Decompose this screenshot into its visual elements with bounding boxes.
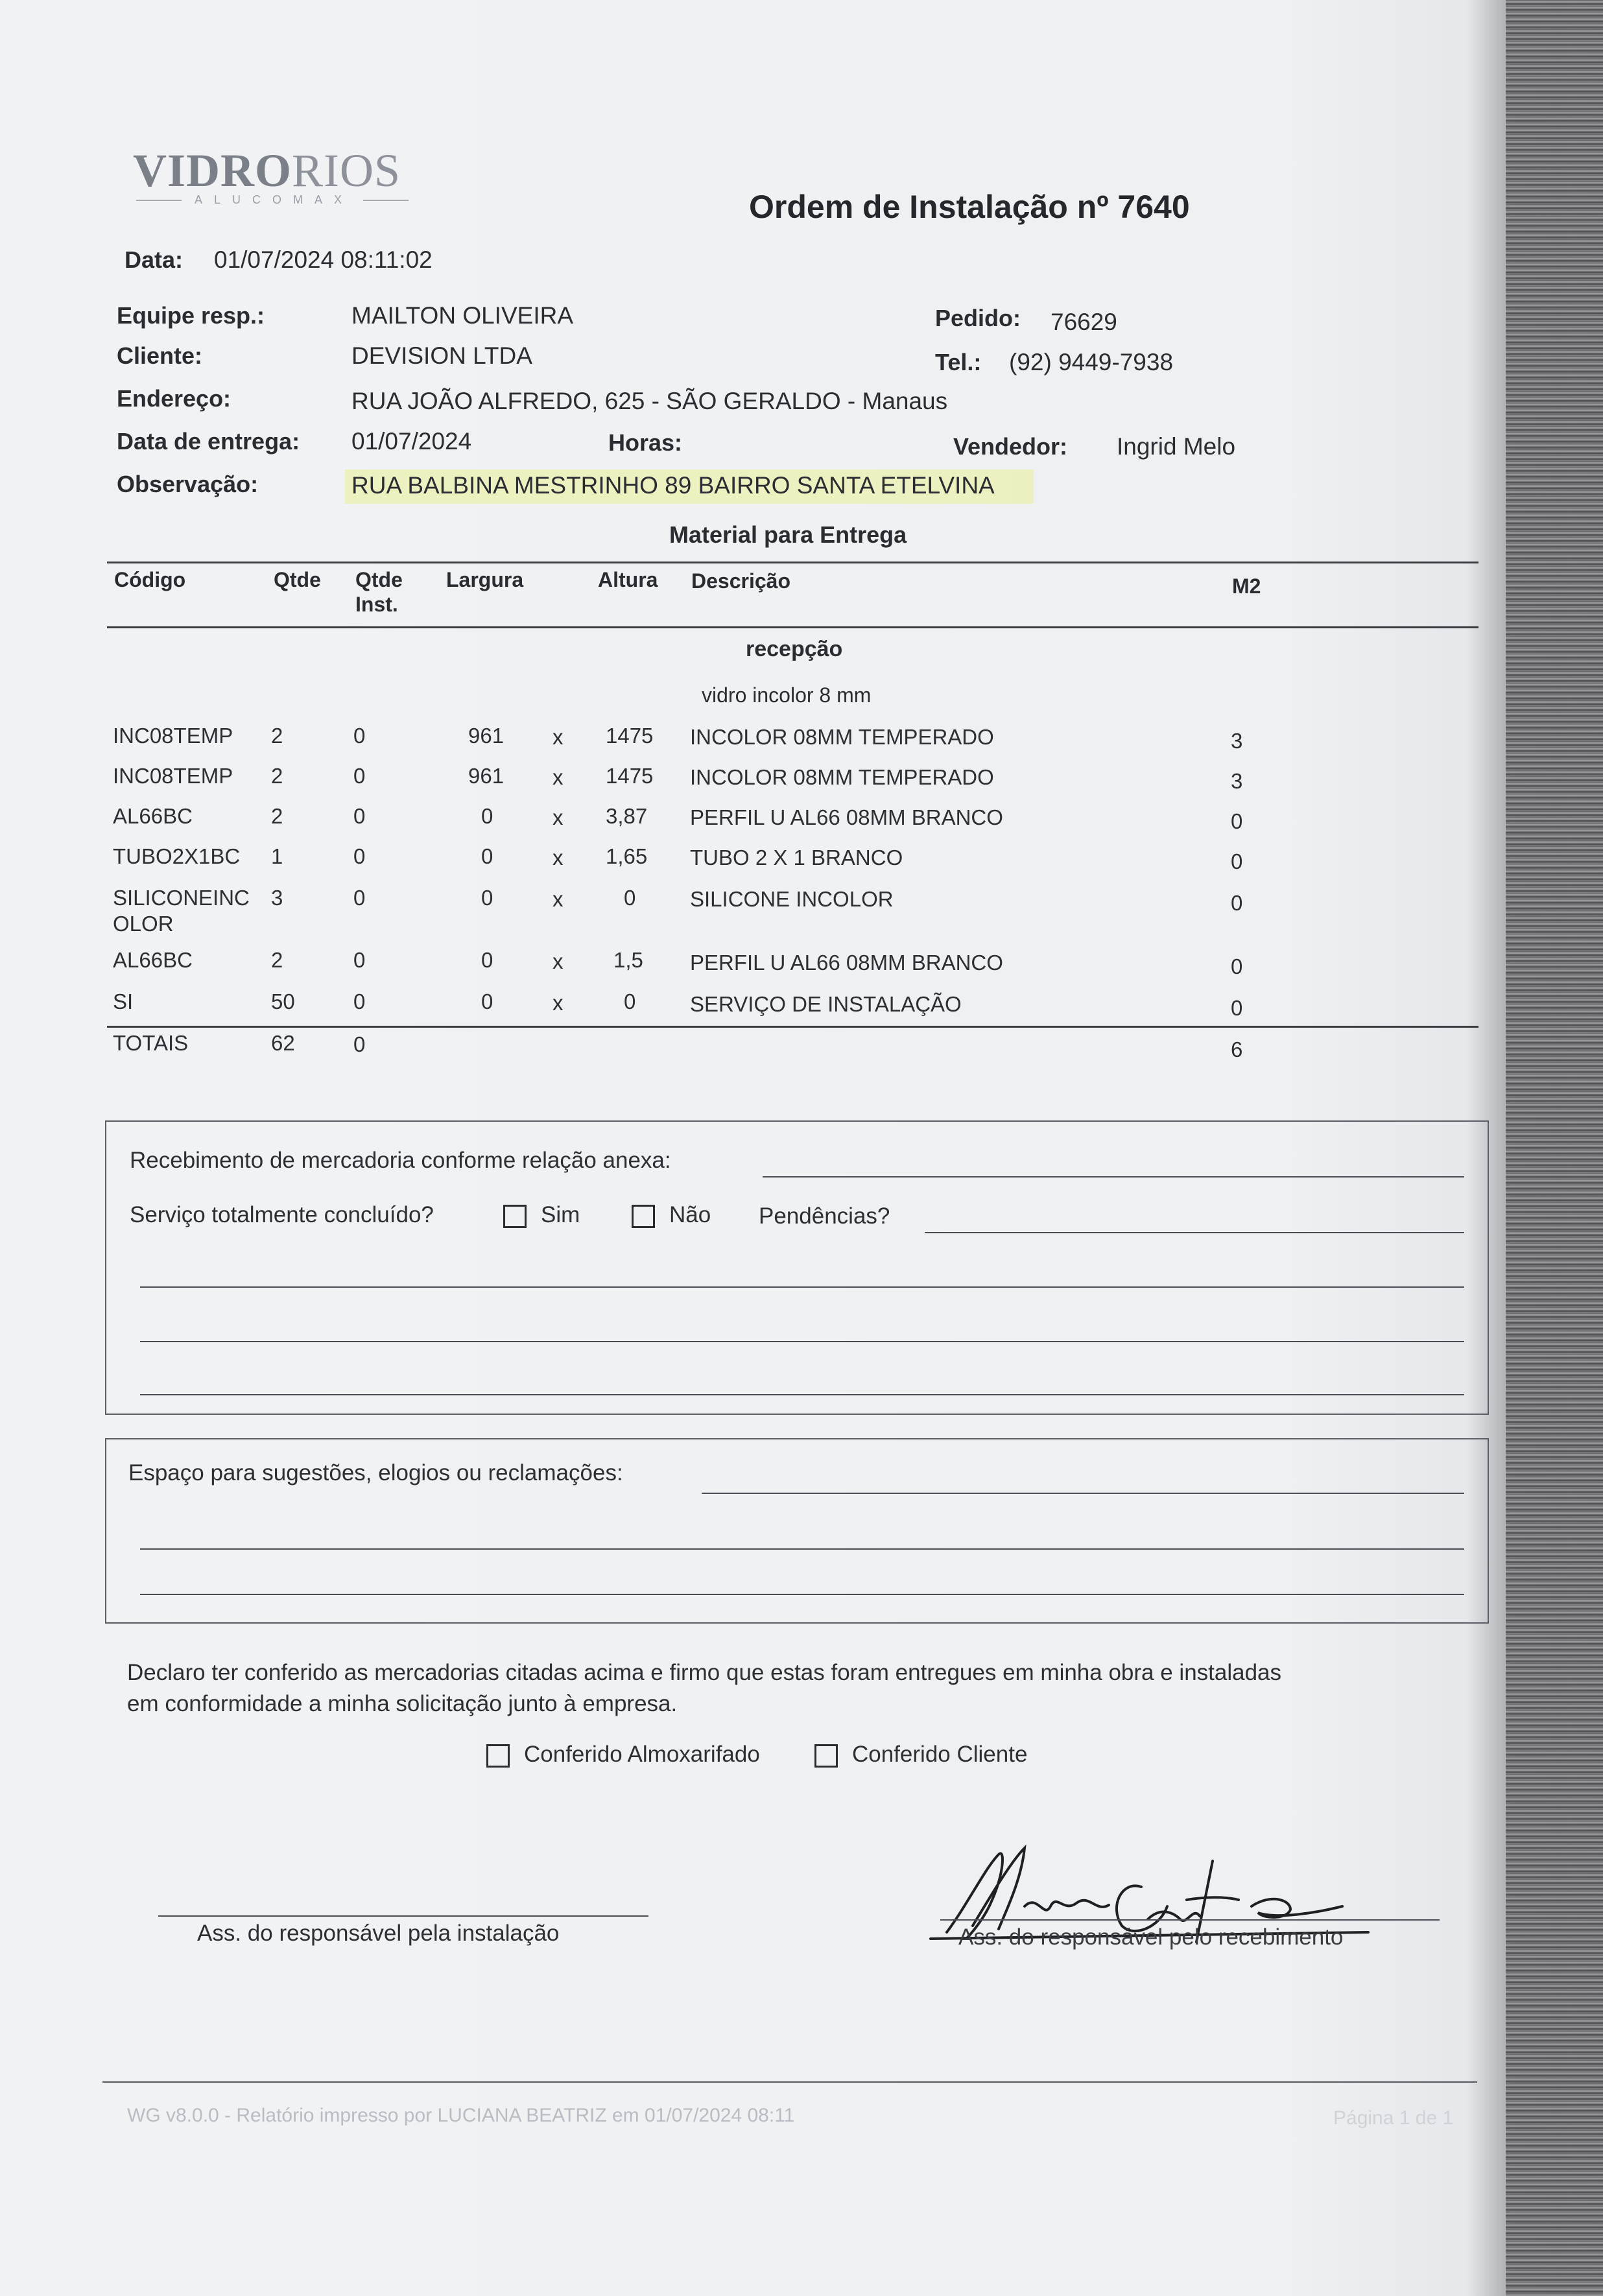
pendencias-label: Pendências?	[759, 1203, 890, 1229]
col-descricao: Descrição	[691, 569, 790, 593]
table-header-rule	[107, 626, 1478, 628]
row-qtde: 50	[271, 989, 295, 1013]
row-descricao: INCOLOR 08MM TEMPERADO	[690, 725, 994, 749]
signature-label-recebimento: Ass. do responsável pelo recebimento	[958, 1924, 1344, 1950]
row-qtde: 3	[271, 886, 283, 910]
servico-label: Serviço totalmente concluído?	[130, 1202, 434, 1227]
row-largura: 0	[481, 886, 493, 910]
row-qtde: 2	[271, 804, 283, 828]
signature-line-recebimento[interactable]	[940, 1919, 1440, 1921]
sim-option[interactable]	[503, 1202, 580, 1228]
vendedor-label: Vendedor:	[953, 433, 1068, 460]
row-descricao: PERFIL U AL66 08MM BRANCO	[690, 951, 1003, 975]
row-descricao: PERFIL U AL66 08MM BRANCO	[690, 805, 1003, 829]
recebimento-line[interactable]	[763, 1176, 1464, 1178]
row-largura: 0	[481, 844, 493, 868]
data-value: 01/07/2024 08:11:02	[214, 246, 433, 273]
row-descricao: SILICONE INCOLOR	[690, 887, 894, 911]
row-codigo: INC08TEMP	[113, 764, 233, 788]
logo-subtitle: ALUCOMAX	[195, 193, 354, 206]
row-altura: 0	[624, 886, 636, 910]
row-altura: 1475	[606, 764, 654, 788]
col-qtde: Qtde	[274, 568, 321, 591]
col-m2: M2	[1232, 574, 1261, 598]
totals-label: TOTAIS	[113, 1031, 189, 1055]
logo-divider-left	[136, 200, 182, 201]
nao-label: Não	[669, 1202, 711, 1227]
row-qtde: 2	[271, 764, 283, 788]
footer-page: Página 1 de 1	[1333, 2107, 1454, 2129]
row-x: x	[552, 949, 564, 973]
pedido-label: Pedido:	[935, 305, 1021, 331]
data-label: Data:	[125, 246, 184, 273]
observacao-value	[351, 472, 1034, 499]
row-m2: 0	[1231, 891, 1243, 915]
row-altura: 0	[624, 989, 636, 1013]
totals-inst: 0	[353, 1032, 366, 1056]
group-subtitle: vidro incolor 8 mm	[702, 683, 872, 707]
group-title: recepção	[746, 637, 843, 661]
row-qtde: 2	[271, 948, 283, 972]
row-descricao: SERVIÇO DE INSTALAÇÃO	[690, 992, 962, 1016]
row-codigo: INC08TEMP	[113, 724, 233, 748]
footer-text: WG v8.0.0 - Relatório impresso por LUCIANA BEATRIZ em 01/07/2024 08:11	[127, 2105, 795, 2126]
observacao-highlight: RUA BALBINA MESTRINHO 89 BAIRRO SANTA ETELVINA	[345, 469, 1034, 504]
row-m2: 0	[1231, 809, 1243, 833]
row-x: x	[552, 846, 564, 870]
logo-divider-right	[363, 200, 409, 201]
row-qtde: 1	[271, 844, 283, 868]
horas-label: Horas:	[608, 429, 683, 456]
pendencias-line-3[interactable]	[140, 1341, 1464, 1342]
row-x: x	[552, 887, 564, 911]
data-entrega-value: 01/07/2024	[351, 428, 472, 455]
row-descricao: TUBO 2 X 1 BRANCO	[690, 846, 903, 870]
row-codigo: TUBO2X1BC	[113, 844, 241, 868]
row-inst: 0	[353, 886, 366, 910]
col-codigo: Código	[114, 568, 186, 591]
sim-checkbox[interactable]	[503, 1205, 527, 1228]
nao-option[interactable]	[632, 1202, 711, 1228]
row-descricao: INCOLOR 08MM TEMPERADO	[690, 765, 994, 789]
vendedor-value: Ingrid Melo	[1117, 433, 1236, 460]
row-codigo: AL66BC	[113, 948, 193, 972]
conferido-almoxarifado-label: Conferido Almoxarifado	[524, 1742, 760, 1767]
row-inst: 0	[353, 989, 366, 1013]
totals-m2: 6	[1231, 1037, 1243, 1061]
row-altura: 3,87	[606, 804, 648, 828]
row-inst: 0	[353, 804, 366, 828]
col-qtde-inst-2: Inst.	[355, 593, 398, 616]
suggestions-label: Espaço para sugestões, elogios ou reclamações:	[128, 1460, 623, 1485]
row-x: x	[552, 805, 564, 829]
row-altura: 1,65	[606, 844, 648, 868]
cliente-value: DEVISION LTDA	[351, 342, 532, 369]
row-inst: 0	[353, 764, 366, 788]
row-altura: 1475	[606, 724, 654, 748]
conferido-cliente-label: Conferido Cliente	[852, 1742, 1028, 1767]
row-x: x	[552, 765, 564, 789]
pendencias-line-4[interactable]	[140, 1394, 1464, 1395]
equipe-label: Equipe resp.:	[117, 302, 265, 329]
row-largura: 0	[481, 989, 493, 1013]
suggestions-line-1[interactable]	[702, 1493, 1464, 1494]
endereco-value: RUA JOÃO ALFREDO, 625 - SÃO GERALDO - Manaus	[351, 388, 948, 414]
sim-label: Sim	[541, 1202, 580, 1227]
row-x: x	[552, 991, 564, 1015]
totals-rule	[107, 1026, 1478, 1028]
conferido-cliente-option[interactable]	[814, 1742, 1027, 1768]
signature-line-instalacao[interactable]	[158, 1915, 648, 1917]
col-qtde-inst: Qtde	[355, 568, 403, 591]
footer-rule	[102, 2081, 1477, 2083]
signature-label-instalacao: Ass. do responsável pela instalação	[197, 1921, 560, 1946]
suggestions-line-3[interactable]	[140, 1594, 1464, 1595]
pedido-value: 76629	[1051, 309, 1117, 335]
page-title: Ordem de Instalação nº 7640	[749, 189, 1190, 225]
conferido-almoxarifado-option[interactable]	[486, 1742, 760, 1768]
equipe-value: MAILTON OLIVEIRA	[351, 302, 573, 329]
col-altura: Altura	[598, 568, 658, 591]
data-entrega-label: Data de entrega:	[117, 428, 300, 455]
row-codigo: AL66BC	[113, 804, 193, 828]
row-altura: 1,5	[613, 948, 643, 972]
row-largura: 0	[481, 948, 493, 972]
row-codigo-wrap: OLOR	[113, 912, 174, 936]
declaration-line-1: Declaro ter conferido as mercadorias citadas acima e firmo que estas foram entregues em minha obra e instaladas	[127, 1660, 1282, 1685]
row-m2: 3	[1231, 769, 1243, 793]
row-x: x	[552, 725, 564, 749]
tel-label: Tel.:	[935, 349, 982, 375]
company-logo: VIDRORIOS	[133, 145, 401, 196]
col-largura: Largura	[446, 568, 524, 591]
row-largura: 961	[468, 724, 505, 748]
row-largura: 0	[481, 804, 493, 828]
conferido-almoxarifado-checkbox[interactable]	[486, 1744, 510, 1768]
row-inst: 0	[353, 844, 366, 868]
table-top-rule	[107, 562, 1478, 563]
endereco-label: Endereço:	[117, 385, 232, 412]
observacao-label: Observação:	[117, 471, 259, 497]
row-inst: 0	[353, 724, 366, 748]
tel-value: (92) 9449-7938	[1009, 349, 1174, 375]
row-codigo: SILICONEINC	[113, 886, 250, 910]
row-m2: 3	[1231, 729, 1243, 753]
recebimento-label: Recebimento de mercadoria conforme relação anexa:	[130, 1148, 671, 1173]
row-inst: 0	[353, 948, 366, 972]
totals-qtde: 62	[271, 1031, 295, 1055]
scan-edge-shadow	[1506, 0, 1603, 2296]
row-m2: 0	[1231, 849, 1243, 873]
material-section-title: Material para Entrega	[669, 521, 907, 548]
row-m2: 0	[1231, 996, 1243, 1020]
conferido-cliente-checkbox[interactable]	[814, 1744, 838, 1768]
row-largura: 961	[468, 764, 505, 788]
pendencias-line-2[interactable]	[140, 1286, 1464, 1288]
pendencias-line[interactable]	[925, 1232, 1464, 1233]
row-codigo: SI	[113, 989, 134, 1013]
declaration-line-2: em conformidade a minha solicitação junto à empresa.	[127, 1691, 678, 1716]
nao-checkbox[interactable]	[632, 1205, 655, 1228]
suggestions-line-2[interactable]	[140, 1548, 1464, 1550]
row-qtde: 2	[271, 724, 283, 748]
row-m2: 0	[1231, 954, 1243, 978]
cliente-label: Cliente:	[117, 342, 203, 369]
